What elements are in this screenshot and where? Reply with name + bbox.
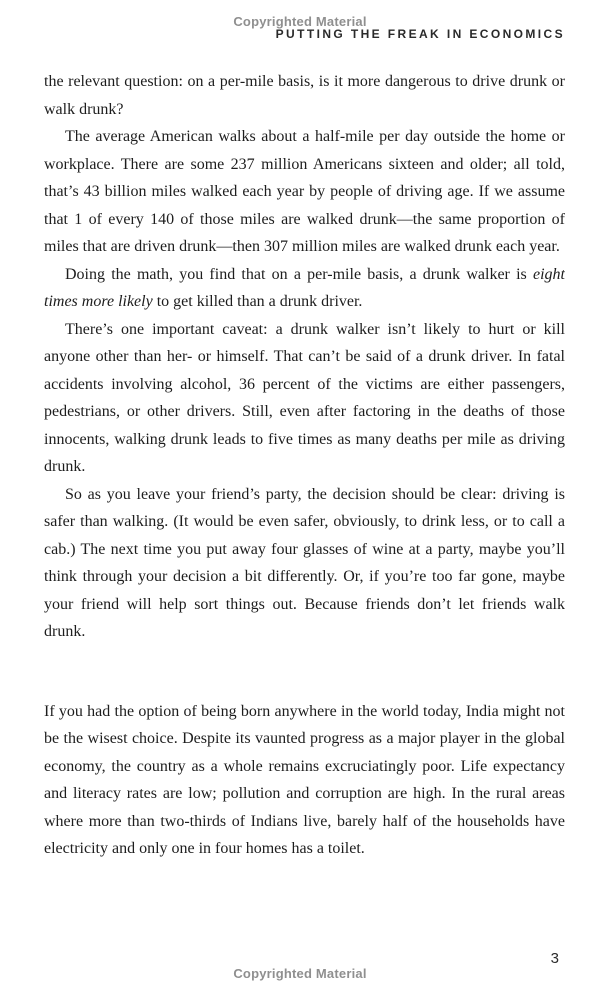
paragraph-continuation: the relevant question: on a per-mile basis, is it more dangerous to drive drunk or walk drunk? — [44, 73, 565, 118]
paragraph: So as you leave your friend’s party, the decision should be clear: driving is safer than walking. (It would be even safer, obviously, to drink less, or to call a cab.) The next time you put away four glasses of wine at a party, maybe you’ll think through your decision a bit differently. Or, if you’re too far gone, maybe your friend will help sort things out. Because friends don’t let friends walk drunk. — [44, 485, 565, 640]
paragraph-new-section: If you had the option of being born anywhere in the world today, India might not be the wisest choice. Despite its vaunted progress as a major player in the global economy, the country as a whole remains excruciatingly poor. Life expectancy and literacy rates are low; pollution and corruption are high. In the rural areas where more than two-thirds of Indians live, barely half of the households have electricity and only one in four homes has a toilet. — [44, 702, 565, 857]
copyright-watermark-bottom: Copyrighted Material — [233, 966, 367, 981]
paragraph: There’s one important caveat: a drunk walker isn’t likely to hurt or kill anyone other than her- or himself. That can’t be said of a drunk driver. In fatal accidents involving alcohol, 36 percent of the victims are either passengers, pedestrians, or other drivers. Still, even after factoring in the deaths of those innocents, walking drunk leads to five times as many deaths per mile as driving drunk. — [44, 320, 565, 475]
page-body — [44, 68, 565, 940]
emphasized-phrase: eight times more likely — [44, 265, 565, 310]
page-number: 3 — [550, 950, 559, 967]
running-header: PUTTING THE FREAK IN ECONOMICS — [275, 27, 565, 41]
paragraph: The average American walks about a half-mile per day outside the home or workplace. There are some 237 million Americans sixteen and older; all told, that’s 43 billion miles walked each year by people of driving age. If we assume that 1 of every 140 of those miles are walked drunk—the same proportion of miles that are driven drunk—then 307 million miles are walked drunk each year. — [44, 128, 565, 255]
copyright-watermark-top: Copyrighted Material — [233, 14, 367, 29]
paragraph-text: to get killed than a drunk driver. — [152, 293, 363, 310]
paragraph — [44, 261, 565, 316]
paragraph-text: Doing the math, you find that on a per-mile basis, a drunk walker is — [65, 265, 533, 283]
